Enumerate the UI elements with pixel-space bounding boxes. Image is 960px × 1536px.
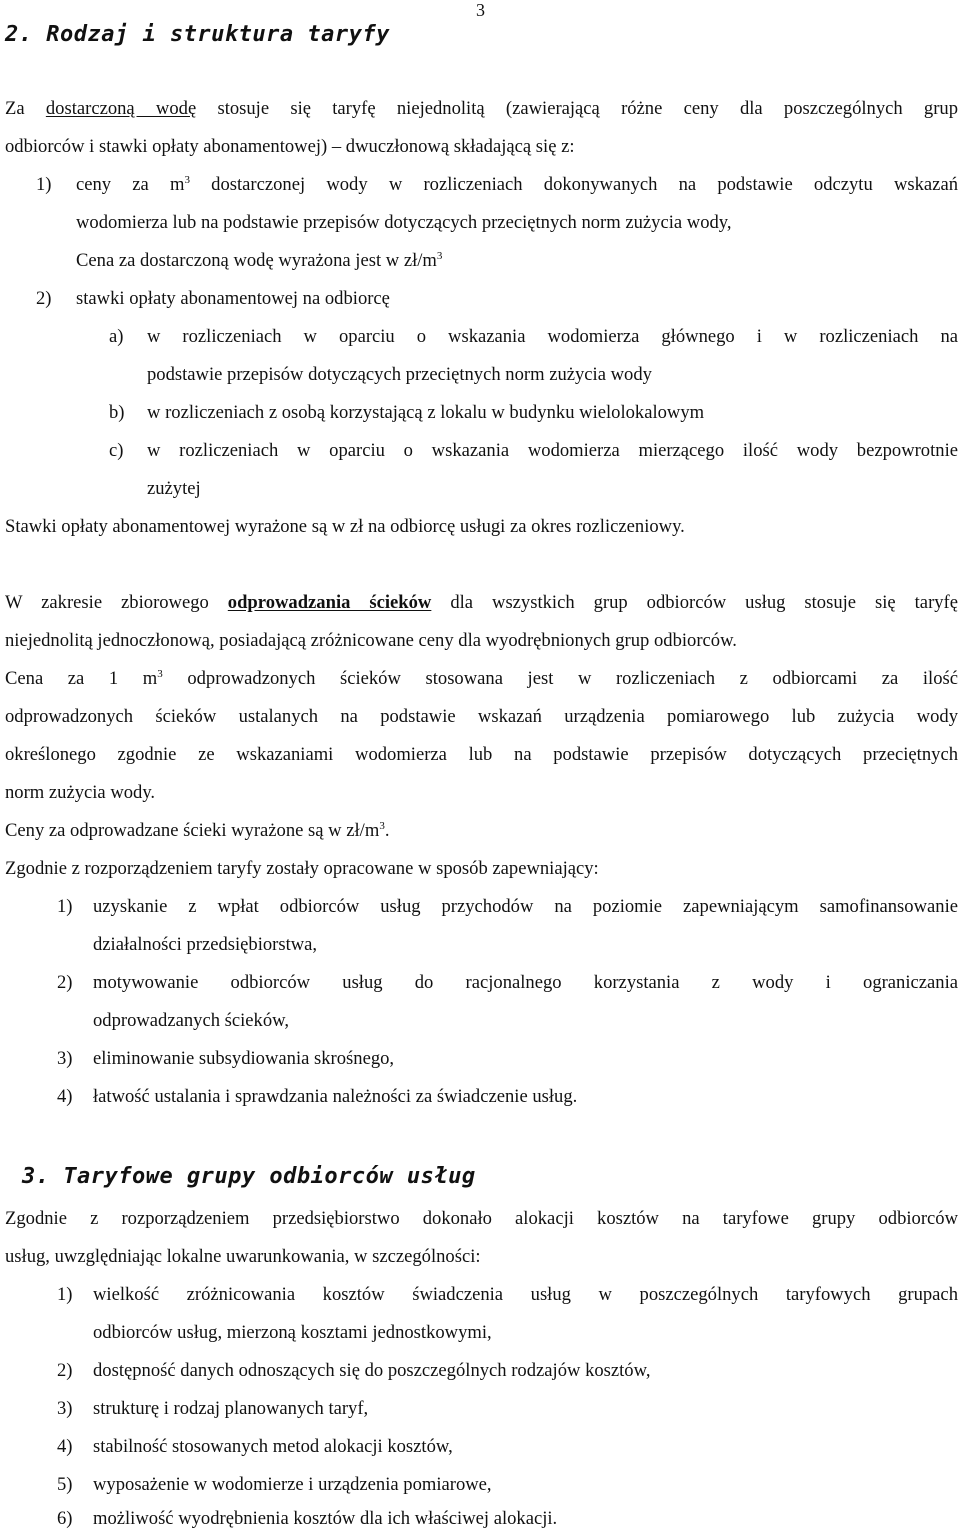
water-intro-pre: Za [5,98,46,119]
regulation-item-1-line-1: uzyskanie z wpłat odbiorców usług przychodów na poziomie zapewniającym samofinansowanie [93,896,958,917]
sewage-unit-period: . [384,820,390,841]
groups-item-2-text: dostępność danych odnoszących się do poszczególnych rodzajów kosztów, [93,1360,651,1381]
superscript-3: 3 [157,668,163,680]
sewage-intro-rest: dla wszystkich grup odbiorców usług stosuje się taryfę [431,592,958,613]
sewage-price-line-2: odprowadzonych ścieków ustalanych na podstawie wskazań urządzenia pomiarowego lub zużycia wody [5,706,958,727]
sub-item-b-text: w rozliczeniach z osobą korzystającą z lokalu w budynku wielolokalowym [147,402,705,423]
regulation-item-4-text: łatwość ustalania i sprawdzania należności za świadczenie usług. [93,1086,578,1107]
section-heading-rodzaj-i-struktura: 2. Rodzaj i struktura taryfy [5,22,390,47]
sewage-unit-text: Ceny za odprowadzane ścieki wyrażone są w zł/m [5,820,380,841]
sewage-intro-line-1 [5,592,958,614]
regulation-item-2-line-1: motywowanie odbiorców usług do racjonalnego korzystania z wody i ograniczania [93,972,958,993]
water-item-1-label: 1) [36,174,52,195]
regulation-item-3-label: 3) [57,1048,73,1069]
groups-item-2-label: 2) [57,1360,73,1381]
regulation-item-2-label: 2) [57,972,73,993]
water-intro-line-1 [5,98,958,120]
groups-item-1-line-2: odbiorców usług, mierzoną kosztami jednostkowymi, [93,1322,492,1343]
sewage-price-line-3: określonego zgodnie ze wskazaniami wodomierza lub na podstawie przepisów dotyczących przeciętnych [5,744,958,765]
sub-item-c-line-2: zużytej [147,478,201,499]
groups-item-3-text: strukturę i rodzaj planowanych taryf, [93,1398,369,1419]
regulation-item-1-label: 1) [57,896,73,917]
groups-item-1-line-1: wielkość zróżnicowania kosztów świadczenia usług w poszczególnych taryfowych grupach [93,1284,958,1305]
regulation-item-2-line-2: odprowadzanych ścieków, [93,1010,290,1031]
groups-item-3-label: 3) [57,1398,73,1419]
water-item-1-line-1 [76,174,958,196]
subscription-fee-note: Stawki opłaty abonamentowej wyrażone są w zł na odbiorcę usługi za okres rozliczeniowy. [5,516,685,537]
sewage-price-post: odprowadzonych ścieków stosowana jest w rozliczeniach z odbiorcami za ilość [162,668,958,689]
sub-item-a-line-2: podstawie przepisów dotyczących przeciętnych norm zużycia wody [147,364,652,385]
groups-item-1-label: 1) [57,1284,73,1305]
groups-item-5-label: 5) [57,1474,73,1495]
groups-item-6-text: możliwość wyodrębnienia kosztów dla ich właściwej alokacji. [93,1508,558,1529]
water-intro-line-2: odbiorców i stawki opłaty abonamentowej) – dwuczłonową składającą się z: [5,136,575,157]
sewage-intro-line-2: niejednolitą jednoczłonową, posiadającą zróżnicowane ceny dla wyodrębnionych grup odbiorców. [5,630,737,651]
superscript-3: 3 [184,174,190,186]
groups-item-4-label: 4) [57,1436,73,1457]
water-item-1-pre: ceny za m [76,174,185,195]
sewage-price-line-4: norm zużycia wody. [5,782,156,803]
section-heading-taryfowe-grupy: 3. Taryfowe grupy odbiorców usług [22,1164,476,1189]
page-number: 3 [476,0,485,20]
water-price-unit-line [76,250,958,272]
sub-item-c-line-1: w rozliczeniach w oparciu o wskazania wodomierza mierzącego ilość wody bezpowrotnie [147,440,958,461]
sewage-price-line-1 [5,668,958,690]
sewage-unit-line [5,820,958,842]
sub-item-c-label: c) [109,440,124,461]
sub-item-a-label: a) [109,326,124,347]
sub-item-a-line-1: w rozliczeniach w oparciu o wskazania wodomierza głównego i w rozliczeniach na [147,326,958,347]
superscript-3: 3 [379,820,385,832]
sewage-intro-pre: W zakresie zbiorowego [5,592,228,613]
water-price-unit-text: Cena za dostarczoną wodę wyrażona jest w zł/m [76,250,437,271]
groups-item-5-text: wyposażenie w wodomierze i urządzenia pomiarowe, [93,1474,492,1495]
water-item-2-label: 2) [36,288,52,309]
regulation-item-3-text: eliminowanie subsydiowania skrośnego, [93,1048,395,1069]
water-intro-rest: stosuje się taryfę niejednolitą (zawierającą różne ceny dla poszczególnych grup [196,98,959,119]
regulation-item-4-label: 4) [57,1086,73,1107]
superscript-3: 3 [436,250,443,262]
groups-item-6-label: 6) [57,1508,73,1529]
water-item-2-text: stawki opłaty abonamentowej na odbiorcę [76,288,390,309]
groups-intro-line-1: Zgodnie z rozporządzeniem przedsiębiorstwo dokonało alokacji kosztów na taryfowe grupy odbiorców [5,1208,958,1229]
sewage-price-pre: Cena za 1 m [5,668,158,689]
sub-item-b-label: b) [109,402,125,423]
regulation-item-1-line-2: działalności przedsiębiorstwa, [93,934,318,955]
groups-intro-line-2: usług, uwzględniając lokalne uwarunkowania, w szczególności: [5,1246,481,1267]
sewage-intro-emphasis: odprowadzania ścieków [227,592,432,613]
groups-item-4-text: stabilność stosowanych metod alokacji kosztów, [93,1436,453,1457]
water-intro-emphasis: dostarczoną wodę [45,98,197,119]
regulation-intro: Zgodnie z rozporządzeniem taryfy zostały opracowane w sposób zapewniający: [5,858,599,879]
water-item-1-line-2: wodomierza lub na podstawie przepisów dotyczących przeciętnych norm zużycia wody, [76,212,732,233]
water-item-1-post: dostarczonej wody w rozliczeniach dokonywanych na podstawie odczytu wskazań [189,174,958,195]
